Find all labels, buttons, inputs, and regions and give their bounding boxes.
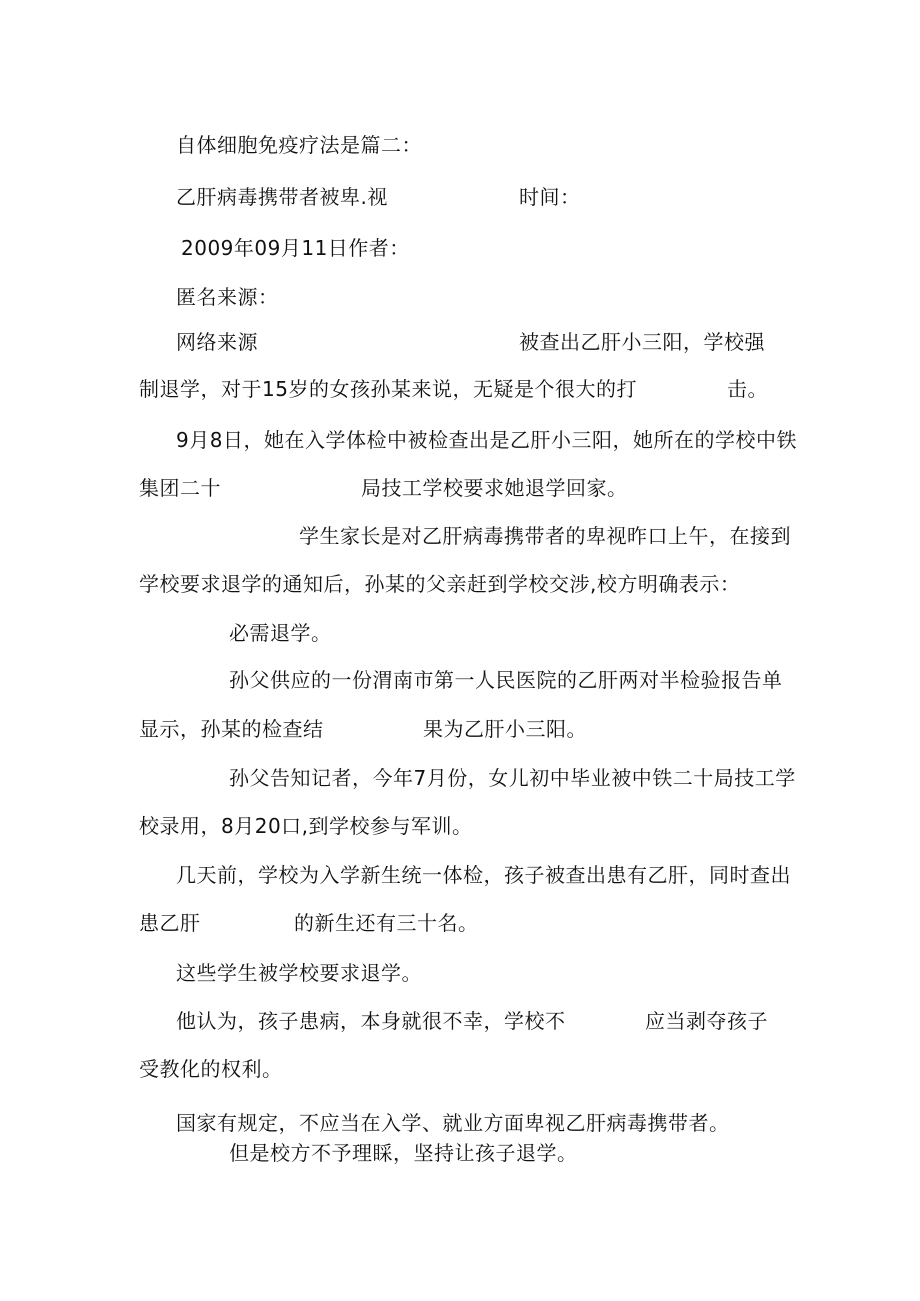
doc-text-segment: 局技工学校要求她退学回家。 <box>361 476 628 500</box>
doc-text-segment: 学生家长是对乙肝病毒携带者的卑视昨口上午，在接到 <box>299 524 791 548</box>
doc-text-segment: 这些学生被学校要求退学。 <box>176 961 422 985</box>
doc-text-segment: 显示，孙某的检查结 <box>139 717 324 741</box>
doc-text-segment: 孙父供应的一份渭南市第一人民医院的乙肝两对半检验报告单 <box>229 668 783 692</box>
doc-text-segment: 必需退学。 <box>229 621 332 645</box>
doc-text-segment: 孙父告知记者，今年7月份，女儿初中毕业被中铁二十局技工学 <box>229 766 796 790</box>
doc-text-segment: 他认为，孩子患病，本身就很不幸，学校不 <box>176 1009 566 1033</box>
doc-text-segment: 时间： <box>519 185 581 209</box>
doc-text-segment: 匿名来源： <box>176 285 279 309</box>
doc-text-segment: 校录用，8月20口,到学校参与军训。 <box>139 814 473 838</box>
doc-text-segment: 2009年09月11日作者： <box>181 236 410 260</box>
doc-text-segment: 制退学，对于15岁的女孩孙某来说，无疑是个很大的打 <box>139 377 637 401</box>
doc-text-segment: 被查出乙肝小三阳，学校强 <box>519 330 765 354</box>
doc-text-segment: 的新生还有三十名。 <box>294 911 479 935</box>
doc-text-segment: 击。 <box>727 377 768 401</box>
doc-text-segment: 应当剥夺孩子 <box>645 1009 768 1033</box>
doc-text-segment: 患乙肝 <box>139 911 201 935</box>
doc-text-segment: 自体细胞免疫疗法是篇二： <box>176 133 422 157</box>
doc-text-segment: 网络来源 <box>176 330 258 354</box>
doc-text-segment: 国家有规定，不应当在入学、就业方面卑视乙肝病毒携带者。 <box>176 1111 730 1135</box>
doc-text-segment: 果为乙肝小三阳。 <box>423 717 587 741</box>
doc-text-segment: 但是校方不予理睬，坚持让孩子退学。 <box>229 1141 578 1165</box>
doc-text-segment: 乙肝病毒携带者被卑.视 <box>176 185 388 209</box>
doc-text-segment: 集团二十 <box>139 476 221 500</box>
doc-text-segment: 受教化的权利。 <box>139 1057 283 1081</box>
doc-text-segment: 几天前，学校为入学新生统一体检，孩子被查出患有乙肝，同时查出 <box>176 863 791 887</box>
doc-text-segment: 9月8日，她在入学体检中被检查出是乙肝小三阳，她所在的学校中铁 <box>176 428 797 452</box>
doc-text-segment: 学校要求退学的通知后，孙某的父亲赶到学校交涉,校方明确表示： <box>139 572 741 596</box>
